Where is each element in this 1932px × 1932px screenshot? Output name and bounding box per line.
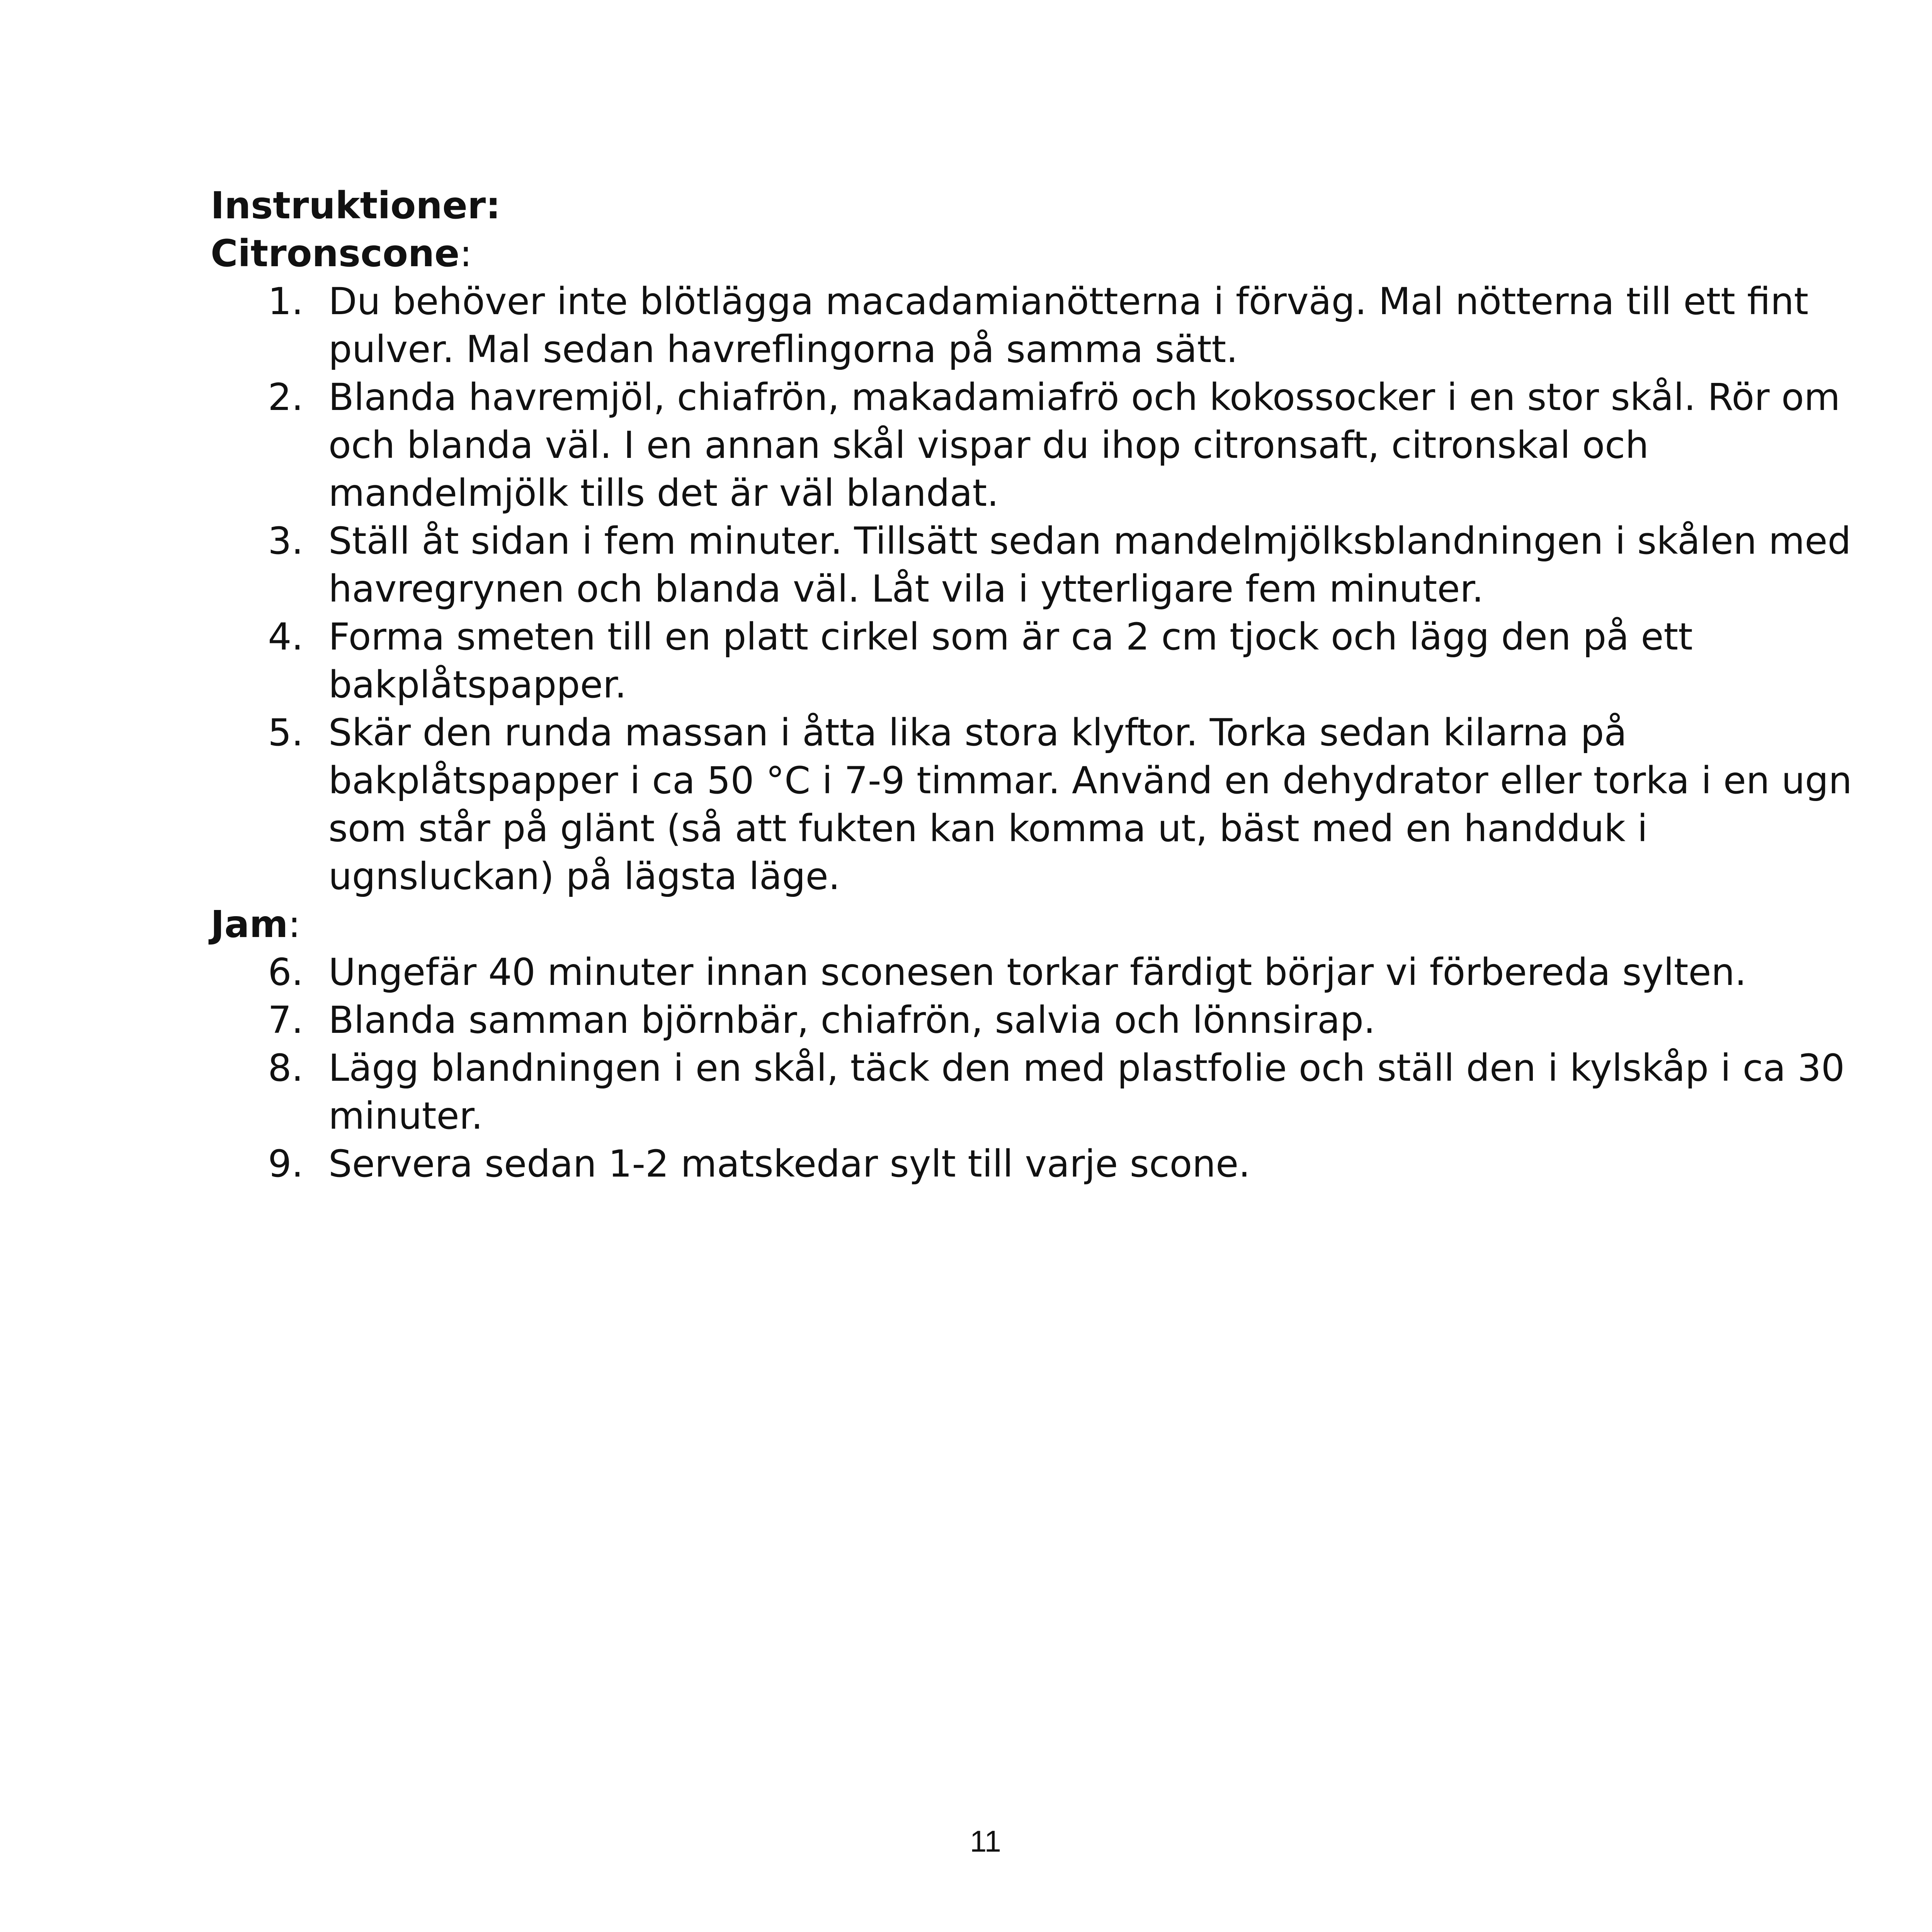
list-item [211,996,1880,1044]
list-item [211,613,1880,709]
step-number: 4. [268,615,303,658]
step-number: 9. [268,1142,303,1185]
step-text: Ställ åt sidan i fem minuter. Tillsätt sedan mandelmjölksblandningen i skålen med havregrynen och blanda väl. Låt vila i ytterligare fem minuter. [328,519,1851,611]
list-item [211,1140,1880,1188]
step-text: Blanda havremjöl, chiafrön, makadamiafrö och kokossocker i en stor skål. Rör om och blanda väl. I en annan skål vispar du ihop citronsaft, citronskal och mandelmjölk tills det är väl blandat. [328,376,1840,515]
section-heading-jam: Jam: [211,903,301,946]
list-item [211,277,1880,373]
step-text: Forma smeten till en platt cirkel som är ca 2 cm tjock och lägg den på ett bakplåtspapper. [328,615,1693,706]
step-text: Blanda samman björnbär, chiafrön, salvia och lönnsirap. [328,998,1376,1042]
list-item [211,1044,1880,1140]
step-number: 1. [268,280,303,323]
step-number: 6. [268,951,303,994]
document-title: Instruktioner: [211,184,501,227]
step-number: 7. [268,998,303,1042]
list-item [211,948,1880,996]
list-item [211,373,1880,517]
jam-steps [211,948,1880,1188]
step-text: Lägg blandningen i en skål, täck den med plastfolie och ställ den i kylskåp i ca 30 minuter. [328,1046,1845,1138]
document-body [211,182,1880,1188]
section-heading-citronscone: Citronscone: [211,232,472,275]
step-text: Skär den runda massan i åtta lika stora klyftor. Torka sedan kilarna på bakplåtspapper i ca 50 °C i 7-9 timmar. Använd en dehydrator eller torka i en ugn som står på glänt (så att fukten kan komma ut, bäst med en handduk i ugnsluckan) på lägsta läge. [328,711,1852,898]
step-number: 2. [268,376,303,419]
page-number: 11 [970,1824,1001,1858]
step-number: 8. [268,1046,303,1090]
list-item [211,709,1880,900]
step-text: Servera sedan 1-2 matskedar sylt till varje scone. [328,1142,1250,1185]
citronscone-steps [211,277,1880,900]
step-number: 3. [268,519,303,563]
step-number: 5. [268,711,303,754]
step-text: Du behöver inte blötlägga macadamianötterna i förväg. Mal nötterna till ett fint pulver. Mal sedan havreflingorna på samma sätt. [328,280,1809,371]
list-item [211,517,1880,613]
step-text: Ungefär 40 minuter innan sconesen torkar färdigt börjar vi förbereda sylten. [328,951,1747,994]
